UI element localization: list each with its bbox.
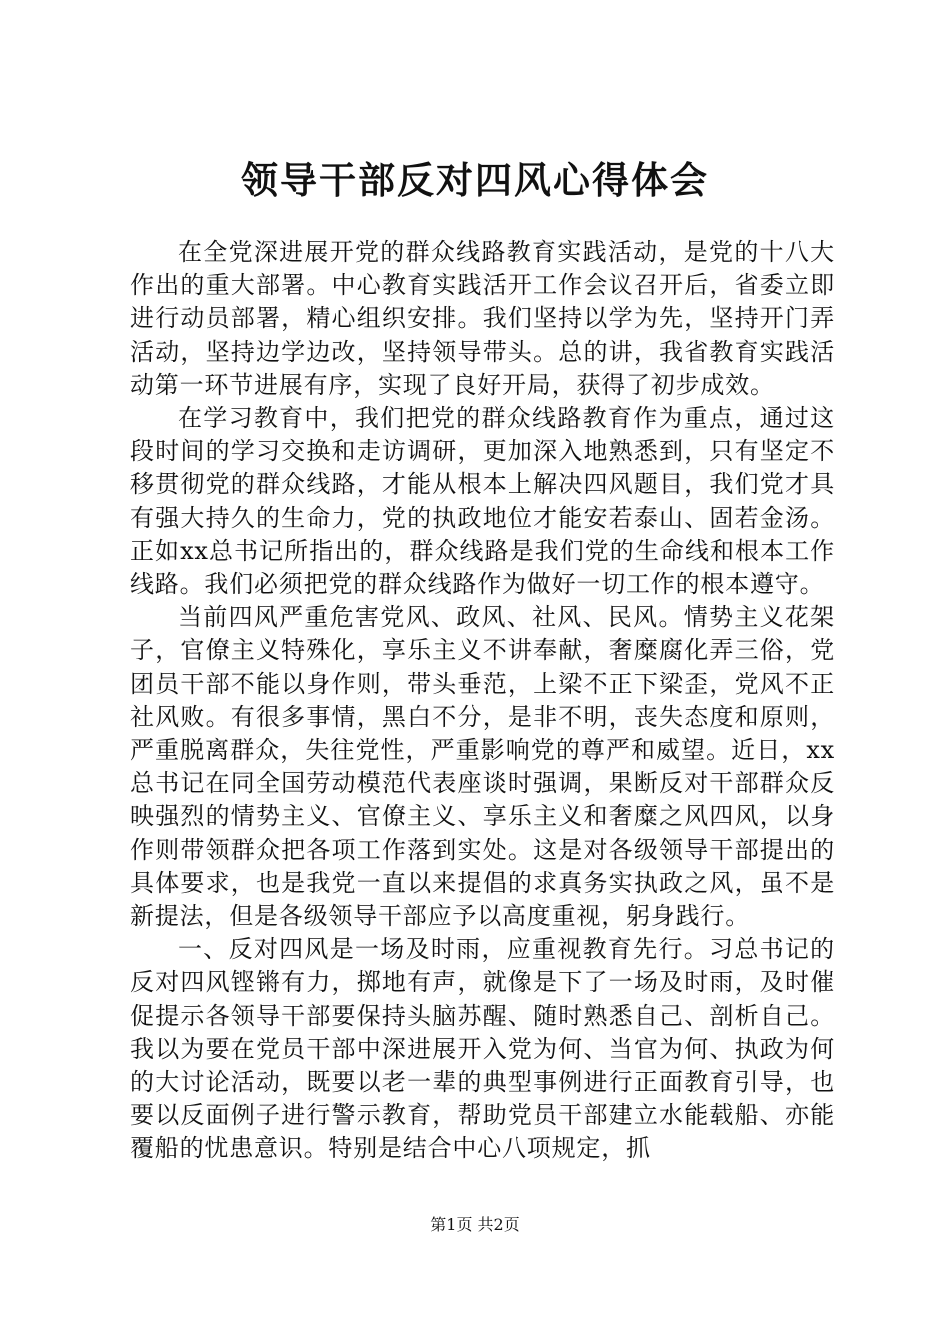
document-title: 领导干部反对四风心得体会 — [241, 158, 709, 202]
page-number-footer: 第1页 共2页 — [430, 1215, 520, 1234]
paragraph-3: 当前四风严重危害党风、政风、社风、民风。情势主义花架子，官僚主义特殊化，享乐主义不讲奉献，奢糜腐化弄三俗，党团员干部不能以身作则，带头垂范，上梁不正下梁歪，党风不正社风败。有很多事情，黑白不分，是非不明，丧失态度和原则，严重脱离群众，失往党性，严重影响党的尊严和威望。近日，xx总书记在同全国劳动模范代表座谈时强调，果断反对干部群众反映强烈的情势主义、官僚主义、享乐主义和奢糜之风四风，以身作则带领群众把各项工作落到实处。这是对各级领导干部提出的具体要求，也是我党一直以来提倡的求真务实执政之风，虽不是新提法，但是各级领导干部应予以高度重视，躬身践行。 — [130, 603, 835, 931]
document-body — [130, 236, 835, 1166]
paragraph-1: 在全党深进展开党的群众线路教育实践活动，是党的十八大作出的重大部署。中心教育实践活开工作会议召开后，省委立即进行动员部署，精心组织安排。我们坚持以学为先，坚持开门弄活动，坚持边学边改，坚持领导带头。总的讲，我省教育实践活动第一环节进展有序，实现了良好开局，获得了初步成效。 — [130, 238, 835, 399]
paragraph-2: 在学习教育中，我们把党的群众线路教育作为重点，通过这段时间的学习交换和走访调研，更加深入地熟悉到，只有坚定不移贯彻党的群众线路，才能从根本上解决四风题目，我们党才具有强大持久的生命力，党的执政地位才能安若泰山、固若金汤。正如xx总书记所指出的，群众线路是我们党的生命线和根本工作线路。我们必须把党的群众线路作为做好一切工作的根本遵守。 — [130, 404, 835, 599]
paragraph-4: 一、反对四风是一场及时雨，应重视教育先行。习总书记的反对四风铿锵有力，掷地有声，就像是下了一场及时雨，及时催促提示各领导干部要保持头脑苏醒、随时熟悉自己、剖析自己。我以为要在党员干部中深进展开入党为何、当官为何、执政为何的大讨论活动，既要以老一辈的典型事例进行正面教育引导，也要以反面例子进行警示教育，帮助党员干部建立水能载船、亦能覆船的忧患意识。特别是结合中心八项规定，抓 — [130, 935, 835, 1163]
